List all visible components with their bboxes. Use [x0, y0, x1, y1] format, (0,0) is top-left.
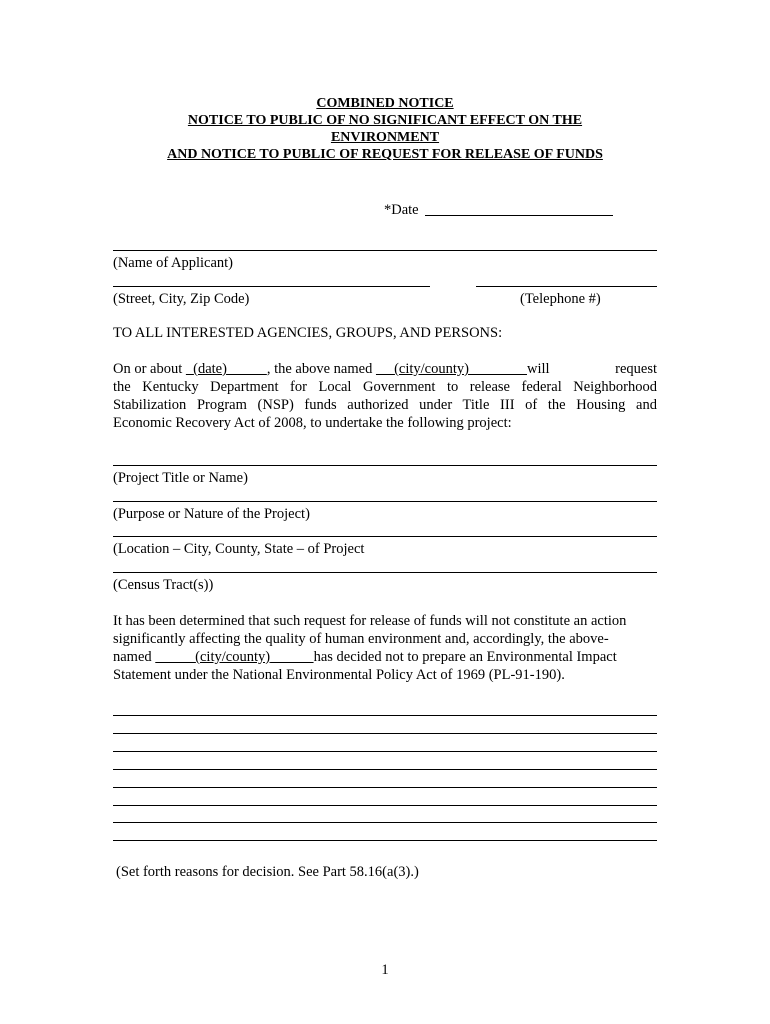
request-line-4: Economic Recovery Act of 2008, to undertake the following project:: [113, 415, 512, 431]
reason-line-3[interactable]: [113, 751, 657, 752]
request-text-request: request: [615, 361, 657, 377]
request-text-on-or-about: On or about: [113, 361, 183, 377]
census-tract-line[interactable]: [113, 572, 657, 573]
title-fonsi: NOTICE TO PUBLIC OF NO SIGNIFICANT EFFECT ON THE: [187, 113, 583, 128]
reason-line-8[interactable]: [113, 840, 657, 841]
reason-line-2[interactable]: [113, 733, 657, 734]
request-line-3: Stabilization Program (NSP) funds authorized under Title III of the Housing and: [113, 397, 657, 413]
request-line-2: the Kentucky Department for Local Government to release federal Neighborhood: [113, 379, 657, 395]
reason-line-5[interactable]: [113, 787, 657, 788]
address-line[interactable]: [113, 286, 430, 287]
request-text-will: will: [526, 361, 550, 377]
request-paragraph: [113, 360, 657, 432]
project-title-line[interactable]: [113, 465, 657, 466]
determination-city-county-placeholder: (city/county): [195, 649, 271, 665]
reason-line-1[interactable]: [113, 715, 657, 716]
telephone-line[interactable]: [476, 286, 657, 287]
date-label: *Date: [384, 202, 419, 218]
address-label: (Street, City, Zip Code): [113, 291, 250, 307]
date-placeholder: (date): [193, 361, 227, 377]
request-text-above-named: , the above named: [266, 361, 373, 377]
greeting: TO ALL INTERESTED AGENCIES, GROUPS, AND PERSONS:: [113, 325, 503, 341]
determination-line-3: [113, 648, 657, 666]
telephone-label: (Telephone #): [520, 291, 601, 307]
determination-line-2: significantly affecting the quality of human environment and, accordingly, the above-: [113, 631, 609, 647]
request-line-1: [113, 360, 657, 378]
determination-line-1: It has been determined that such request for release of funds will not constitute an action: [113, 613, 627, 629]
title-rrof: AND NOTICE TO PUBLIC OF REQUEST FOR RELEASE OF FUNDS: [167, 147, 603, 162]
determination-text-named: named: [113, 649, 152, 665]
city-county-placeholder: (city/county): [394, 361, 469, 377]
determination-line-4: Statement under the National Environmental Policy Act of 1969 (PL-91-190).: [113, 667, 565, 683]
determination-paragraph: [113, 612, 657, 684]
reason-line-4[interactable]: [113, 769, 657, 770]
determination-text-decided: has decided not to prepare an Environmental Impact: [313, 649, 617, 665]
title-environment: ENVIRONMENT: [330, 130, 440, 145]
applicant-name-line[interactable]: [113, 250, 657, 251]
project-location-label: (Location – City, County, State – of Project: [113, 541, 365, 557]
project-location-line[interactable]: [113, 536, 657, 537]
title-combined-notice: COMBINED NOTICE: [316, 96, 454, 111]
project-title-label: (Project Title or Name): [113, 470, 248, 486]
reasons-note: (Set forth reasons for decision. See Part 58.16(a(3).): [116, 864, 419, 880]
project-purpose-label: (Purpose or Nature of the Project): [113, 506, 310, 522]
date-blank-line[interactable]: [425, 215, 613, 216]
census-tract-label: (Census Tract(s)): [113, 577, 214, 593]
page-number: 1: [381, 962, 389, 978]
applicant-name-label: (Name of Applicant): [113, 255, 233, 271]
project-purpose-line[interactable]: [113, 501, 657, 502]
reason-line-6[interactable]: [113, 805, 657, 806]
reason-line-7[interactable]: [113, 822, 657, 823]
